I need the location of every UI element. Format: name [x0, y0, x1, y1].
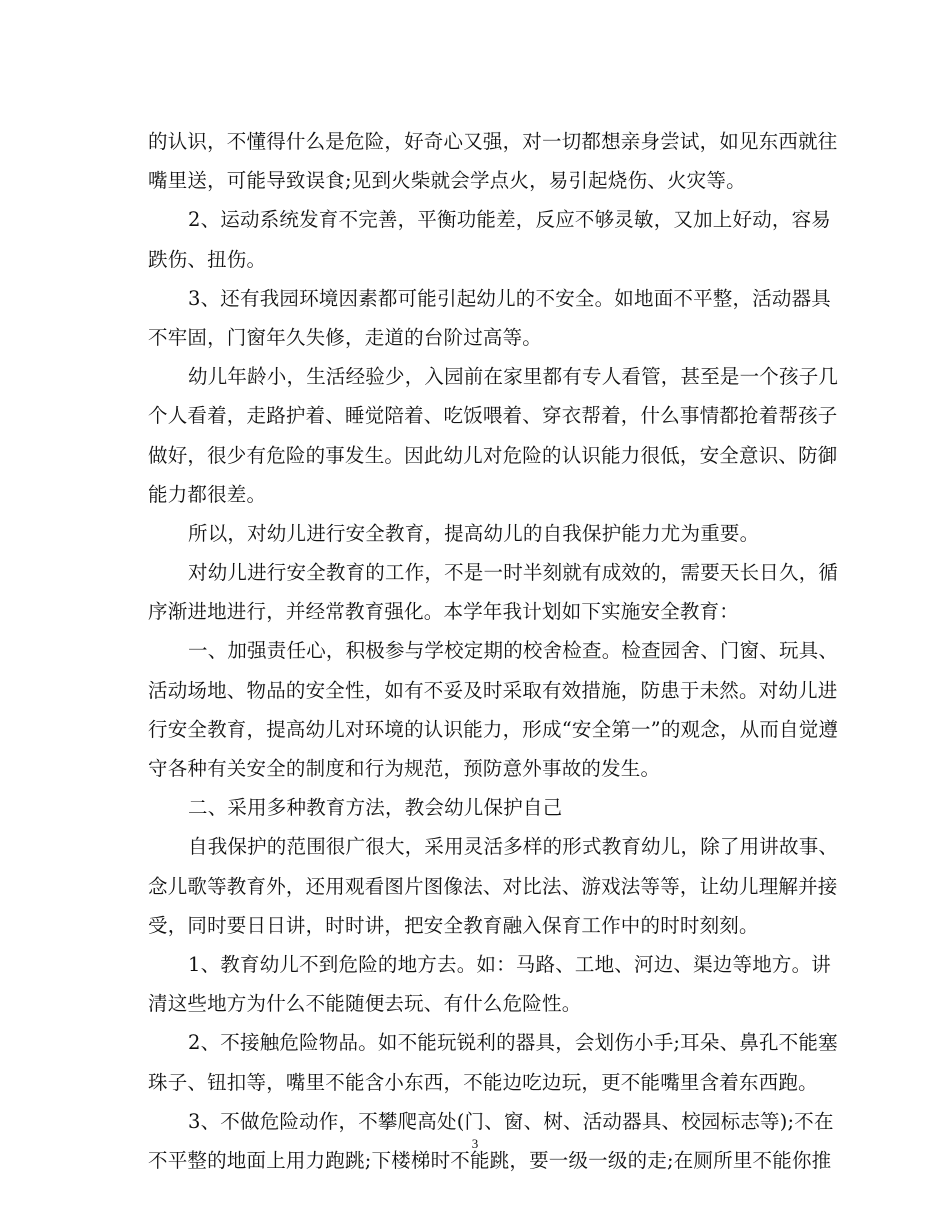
text-line: 行安全教育，提高幼儿对环境的认识能力，形成“安全第一”的观念，从而自觉遵 — [148, 717, 839, 741]
text-line: 所以，对幼儿进行安全教育，提高幼儿的自我保护能力尤为重要。 — [188, 521, 760, 545]
text-line: 3、不做危险动作，不攀爬高处(门、窗、树、活动器具、校园标志等);不在 — [188, 1109, 834, 1133]
text-line: 活动场地、物品的安全性，如有不妥及时采取有效措施，防患于未然。对幼儿进 — [148, 678, 838, 702]
text-line: 念儿歌等教育外，还用观看图片图像法、对比法、游戏法等等，让幼儿理解并接 — [148, 874, 838, 898]
page-number: 3 — [471, 1136, 479, 1151]
text-line: 个人看着，走路护着、睡觉陪着、吃饭喂着、穿衣帮着，什么事情都抢着帮孩子 — [148, 404, 838, 428]
text-line: 幼儿年龄小，生活经验少，入园前在家里都有专人看管，甚至是一个孩子几 — [188, 365, 839, 389]
text-line: 序渐进地进行，并经常教育强化。本学年我计划如下实施安全教育： — [148, 600, 740, 624]
text-line: 守各种有关安全的制度和行为规范，预防意外事故的发生。 — [148, 757, 661, 780]
text-line: 3、还有我园环境因素都可能引起幼儿的不安全。如地面不平整，活动器具 — [188, 286, 832, 310]
text-line: 做好，很少有危险的事发生。因此幼儿对危险的认识能力很低，安全意识、防御 — [148, 443, 838, 467]
text-line: 嘴里送，可能导致误食;见到火柴就会学点火，易引起烧伤、火灾等。 — [148, 169, 746, 193]
text-line: 对幼儿进行安全教育的工作，不是一时半刻就有成效的，需要天长日久，循 — [188, 561, 839, 585]
section-heading: 二、采用多种教育方法，教会幼儿保护自己 — [188, 796, 563, 820]
text-line: 自我保护的范围很广很大，采用灵活多样的形式教育幼儿，除了用讲故事、 — [188, 835, 839, 859]
text-line: 清这些地方为什么不能随便去玩、有什么危险性。 — [148, 992, 582, 1016]
text-line: 珠子、钮扣等，嘴里不能含小东西，不能边吃边玩，更不能嘴里含着东西跑。 — [148, 1070, 818, 1094]
text-line: 1、教育幼儿不到危险的地方去。如：马路、工地、河边、渠边等地方。讲 — [188, 952, 832, 976]
text-line: 的认识，不懂得什么是危险，好奇心又强，对一切都想亲身尝试，如见东西就往 — [148, 130, 838, 153]
text-line: 不牢固，门窗年久失修，走道的台阶过高等。 — [148, 325, 543, 349]
text-line: 2、运动系统发育不完善，平衡功能差，反应不够灵敏，又加上好动，容易 — [188, 208, 832, 232]
text-line: 受，同时要日日讲，时时讲，把安全教育融入保育工作中的时时刻刻。 — [148, 913, 759, 937]
text-line: 能力都很差。 — [148, 482, 267, 506]
body-text — [148, 122, 839, 1180]
text-line: 不平整的地面上用力跑跳;下楼梯时不能跳，要一级一级的走;在厕所里不能你推 — [148, 1148, 832, 1172]
text-line: 2、不接触危险物品。如不能玩锐利的器具，会划伤小手;耳朵、鼻孔不能塞 — [188, 1031, 838, 1055]
text-line: 一、加强责任心，积极参与学校定期的校舍检查。检查园舍、门窗、玩具、 — [188, 639, 839, 663]
text-line: 跌伤、扭伤。 — [148, 247, 267, 271]
